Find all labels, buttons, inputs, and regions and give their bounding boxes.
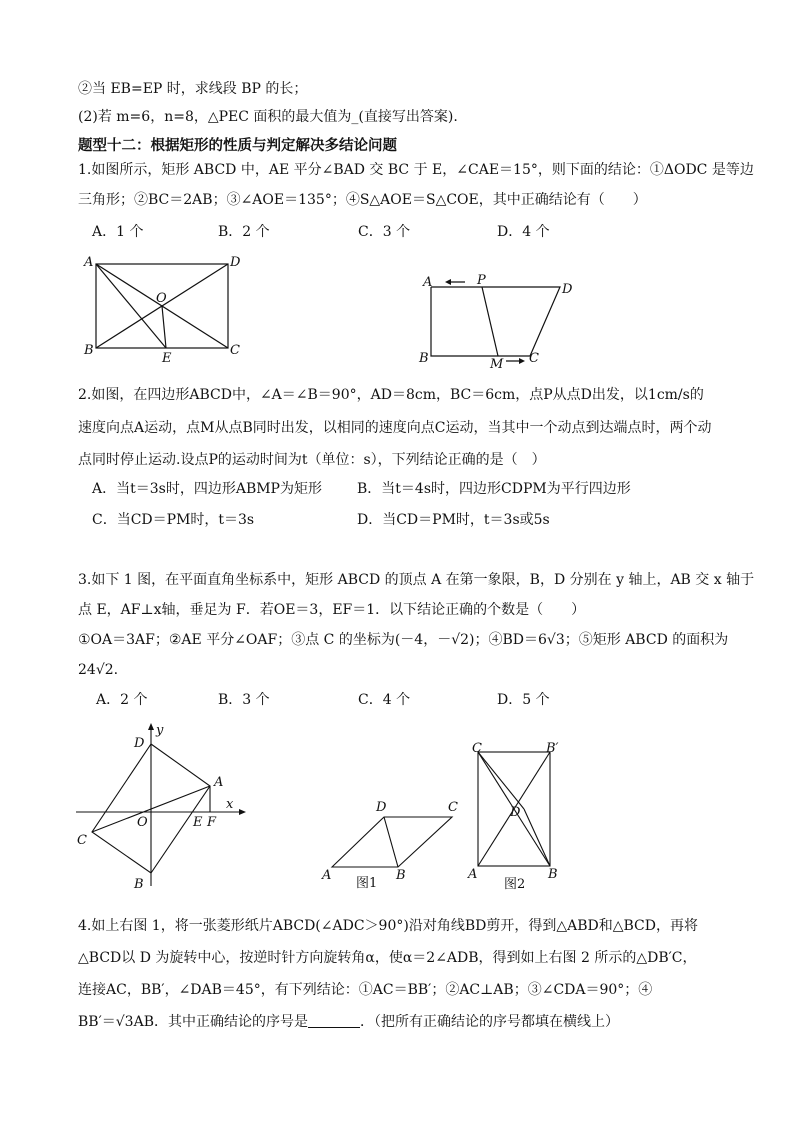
q2-option-d: D．当CD＝PM时，t＝3s或5s — [357, 512, 550, 528]
text-line: (2)若 m=6，n=8，△PEC 面积的最大值为_(直接写出答案). — [78, 109, 458, 125]
point-label-b: B — [548, 867, 558, 882]
segment-ae — [96, 264, 166, 348]
question-3-line-1: 3.如下 1 图，在平面直角坐标系中，矩形 ABCD 的顶点 A 在第一象限，B，D 分别在 y 轴上，AB 交 x 轴于 — [78, 572, 755, 588]
point-label-c: C — [230, 343, 240, 358]
question-4-line-4-text: BB′＝√3AB．其中正确结论的序号是 — [78, 1014, 308, 1030]
question-1-line-1: 1.如图所示，矩形 ABCD 中，AE 平分∠BAD 交 BC 于 E，∠CAE＝15°，则下面的结论：①ΔODC 是等边 — [78, 162, 754, 178]
q2-option-c: C．当CD＝PM时，t＝3s — [92, 512, 255, 528]
diagonal-bd — [384, 817, 398, 867]
segment-oe — [162, 306, 166, 348]
point-label-f: F — [207, 815, 217, 830]
q1-option-a: A．1 个 — [92, 224, 144, 240]
q3-option-b: B．3 个 — [218, 692, 270, 708]
q1-option-d: D．4 个 — [497, 224, 550, 240]
point-label-c: C — [472, 741, 482, 756]
point-label-e: E — [162, 351, 172, 366]
q2-trapezoid-figure — [415, 270, 590, 370]
rhombus-abcd — [332, 817, 452, 867]
q3-option-c: C．4 个 — [358, 692, 411, 708]
point-label-b: B — [84, 343, 94, 358]
q2-option-b: B．当t＝4s时，四边形CDPM为平行四边形 — [357, 481, 631, 497]
point-label-d: D — [134, 736, 145, 751]
segment-pm — [482, 287, 498, 356]
question-4-line-3: 连接AC，BB′，∠DAB＝45°，有下列结论：①AC＝BB′；②AC⊥AB；③∠CDA＝90°；④ — [78, 982, 653, 998]
q3-option-a: A．2 个 — [96, 692, 148, 708]
rhombus-figure-1 — [318, 795, 468, 890]
point-label-c: C — [77, 833, 87, 848]
question-3-line-3: ①OA＝3AF；②AE 平分∠OAF；③点 C 的坐标为(－4，－√2)；④BD＝6√3；⑤矩形 ABCD 的面积为 — [78, 632, 729, 648]
point-label-a: A — [322, 868, 332, 883]
point-label-d: D — [562, 282, 573, 297]
q3-coordinate-figure — [74, 722, 249, 892]
point-label-c: C — [529, 351, 539, 366]
section-heading: 题型十二：根据矩形的性质与判定解决多结论问题 — [78, 138, 397, 154]
y-axis-arrow-icon — [148, 723, 154, 730]
question-1-line-2: 三角形；②BC＝2AB；③∠AOE＝135°；④S△AOE＝S△COE，其中正确结论有（ ） — [78, 192, 647, 208]
point-label-d: D — [510, 805, 521, 820]
arrow-head-right-icon — [519, 358, 525, 364]
segment-db — [524, 809, 550, 866]
axis-label-x: x — [226, 797, 234, 812]
point-label-a: A — [423, 275, 433, 290]
point-label-a: A — [84, 255, 94, 270]
segment-cd — [478, 752, 524, 809]
q1-rectangle-figure — [80, 252, 250, 367]
question-2-line-1: 2.如图，在四边形ABCD中，∠A＝∠B＝90°，AD＝8cm，BC＝6cm，点P从点D出发，以1cm/s的 — [78, 387, 704, 403]
question-2-line-3: 点同时停止运动.设点P的运动时间为t（单位：s），下列结论正确的是（ ） — [78, 452, 546, 468]
question-4-line-2: △BCD以 D 为旋转中心，按逆时针方向旋转角α，使α＝2∠ADB，得到如上右图 2 所示的△DB′C， — [78, 950, 697, 966]
point-label-d: D — [376, 800, 387, 815]
q2-option-a: A．当t＝3s时，四边形ABMP为矩形 — [92, 481, 322, 497]
x-axis-arrow-icon — [239, 809, 246, 815]
text-line: ②当 EB=EP 时，求线段 BP 的长； — [78, 81, 308, 97]
figure-caption: 图2 — [504, 877, 526, 892]
figure-caption: 图1 — [356, 876, 378, 891]
question-4-line-1: 4.如上右图 1，将一张菱形纸片ABCD(∠ADC＞90°)沿对角线BD剪开，得到△ABD和△BCD，再将 — [78, 918, 698, 934]
point-label-o: O — [156, 291, 167, 306]
q1-option-b: B．2 个 — [218, 224, 270, 240]
rectangle-figure-2 — [468, 740, 568, 892]
point-label-e: E — [193, 815, 203, 830]
question-4-line-4 — [78, 1012, 619, 1032]
point-label-p: P — [477, 273, 486, 288]
question-4-line-4-suffix: ．（把所有正确结论的序号都填在横线上） — [359, 1014, 619, 1030]
point-label-d: D — [230, 255, 241, 270]
point-label-b: B — [396, 868, 406, 883]
point-label-b: B — [419, 351, 429, 366]
arrow-head-left-icon — [445, 279, 451, 285]
point-label-o: O — [137, 815, 148, 830]
q1-option-c: C．3 个 — [358, 224, 411, 240]
point-label-m: M — [490, 357, 504, 372]
answer-blank[interactable] — [308, 1013, 360, 1028]
point-label-b-prime: B′ — [546, 741, 559, 756]
question-2-line-2: 速度向点A运动，点M从点B同时出发，以相同的速度向点C运动，当其中一个动点到达端点时，两个动 — [78, 420, 712, 436]
point-label-a: A — [214, 775, 224, 790]
question-3-line-4: 24√2. — [78, 662, 119, 678]
point-label-b: B — [134, 877, 144, 892]
axis-label-y: y — [156, 723, 164, 738]
q3-option-d: D．5 个 — [497, 692, 550, 708]
point-label-a: A — [468, 867, 478, 882]
point-label-c: C — [448, 800, 458, 815]
question-3-line-2: 点 E，AF⊥x轴，垂足为 F．若OE＝3，EF＝1．以下结论正确的个数是（ ） — [78, 602, 586, 618]
